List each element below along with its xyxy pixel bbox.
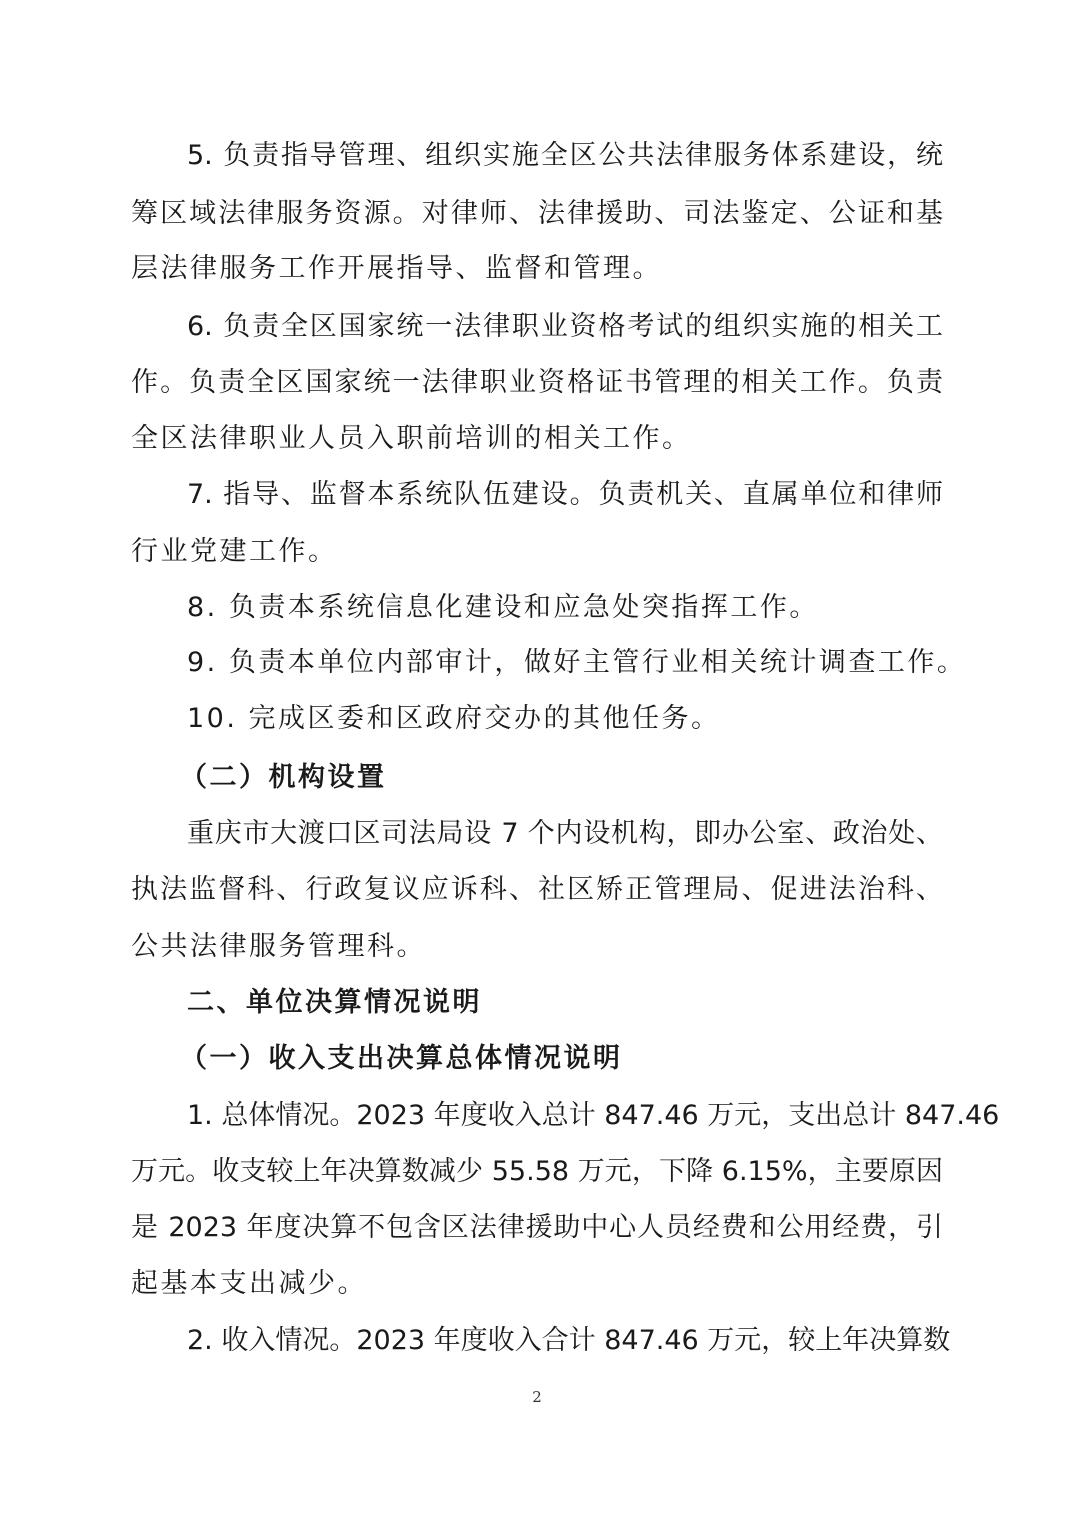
paragraph-line: 作。负责全区国家统一法律职业资格证书管理的相关工作。负责 — [131, 367, 943, 398]
paragraph-line: 9. 负责本单位内部审计，做好主管行业相关统计调查工作。 — [187, 647, 967, 678]
paragraph-line: 全区法律职业人员入职前培训的相关工作。 — [131, 423, 692, 454]
paragraph-line: 执法监督科、行政复议应诉科、社区矫正管理局、促进法治科、 — [131, 874, 943, 905]
paragraph-line: 重庆市大渡口区司法局设 7 个内设机构，即办公室、政治处、 — [187, 818, 943, 849]
paragraph-line: 1. 总体情况。2023 年度收入总计 847.46 万元，支出总计 847.46 — [187, 1100, 1000, 1131]
paragraph-line: 2. 收入情况。2023 年度收入合计 847.46 万元，较上年决算数 — [187, 1325, 951, 1356]
paragraph-line: 是 2023 年度决算不包含区法律援助中心人员经费和公用经费，引 — [131, 1212, 943, 1243]
paragraph-line: 筹区域法律服务资源。对律师、法律援助、司法鉴定、公证和基 — [131, 198, 943, 229]
section-heading: 二、单位决算情况说明 — [187, 987, 482, 1018]
section-heading: （二）机构设置 — [180, 762, 387, 793]
paragraph-line: 5. 负责指导管理、组织实施全区公共法律服务体系建设，统 — [187, 140, 943, 171]
paragraph-line: 10. 完成区委和区政府交办的其他任务。 — [187, 703, 721, 734]
paragraph-line: 层法律服务工作开展指导、监督和管理。 — [131, 253, 662, 284]
page-number: 2 — [532, 1388, 542, 1406]
subsection-heading: （一）收入支出决算总体情况说明 — [180, 1043, 623, 1074]
paragraph-line: 公共法律服务管理科。 — [131, 931, 426, 962]
paragraph-line: 8. 负责本系统信息化建设和应急处突指挥工作。 — [187, 592, 819, 623]
paragraph-line: 万元。收支较上年决算数减少 55.58 万元，下降 6.15%，主要原因 — [131, 1156, 943, 1187]
paragraph-line: 6. 负责全区国家统一法律职业资格考试的组织实施的相关工 — [187, 311, 943, 342]
paragraph-line: 7. 指导、监督本系统队伍建设。负责机关、直属单位和律师 — [187, 479, 943, 510]
paragraph-line: 起基本支出减少。 — [131, 1268, 367, 1299]
paragraph-line: 行业党建工作。 — [131, 536, 338, 567]
